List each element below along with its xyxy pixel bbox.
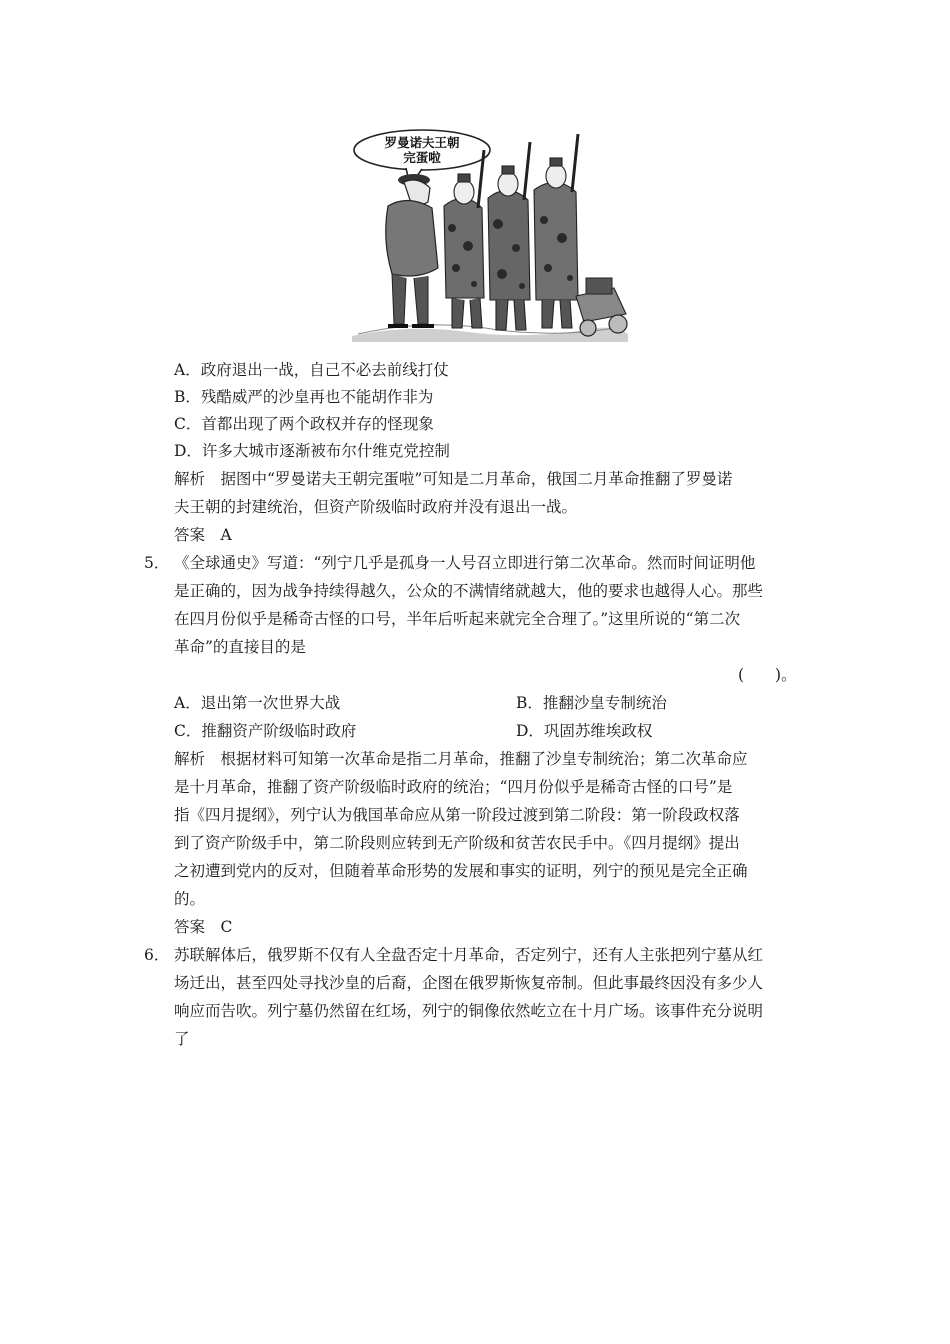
q5-answer: 答案 C — [174, 918, 233, 936]
q4-option-d: D．许多大城市逐渐被布尔什维克党控制 — [174, 442, 450, 460]
q4-option-b: B．残酷威严的沙皇再也不能胡作非为 — [174, 388, 434, 406]
q5-analysis-line1: 解析 根据材料可知第一次革命是指二月革命，推翻了沙皇专制统治；第二次革命应 — [174, 750, 748, 768]
q5-analysis-line2: 是十月革命，推翻了资产阶级临时政府的统治；“四月份似乎是稀奇古怪的口号”是 — [174, 778, 733, 796]
q5-analysis-line3: 指《四月提纲》，列宁认为俄国革命应从第一阶段过渡到第二阶段：第一阶段政权落 — [174, 806, 740, 824]
q5-analysis-line4: 到了资产阶级手中，第二阶段则应转到无产阶级和贫苦农民手中。《四月提纲》提出 — [174, 834, 740, 852]
q6-stem-line1: 苏联解体后，俄罗斯不仅有人全盘否定十月革命，否定列宁，还有人主张把列宁墓从红 — [174, 946, 764, 964]
q5-stem-line3: 在四月份似乎是稀奇古怪的口号，半年后听起来就完全合理了。”这里所说的“第二次 — [174, 610, 741, 628]
q4-analysis-line1: 解析 据图中“罗曼诺夫王朝完蛋啦”可知是二月革命，俄国二月革命推翻了罗曼诺 — [174, 470, 733, 488]
q4-answer: 答案 A — [174, 526, 232, 544]
q5-number: 5． — [144, 554, 170, 572]
q5-analysis-line6: 的。 — [174, 890, 206, 908]
cartoon-illustration — [348, 128, 630, 346]
q5-stem-line1: 《全球通史》写道：“列宁几乎是孤身一人号召立即进行第二次革命。然而时间证明他 — [174, 554, 756, 572]
q5-option-c: C．推翻资产阶级临时政府 — [174, 722, 357, 740]
q6-stem-line2: 场迁出，甚至四处寻找沙皇的后裔，企图在俄罗斯恢复帝制。但此事最终因没有多少人 — [174, 974, 764, 992]
q6-number: 6． — [144, 946, 170, 964]
bubble-text-line1: 罗曼诺夫王朝 — [384, 135, 460, 150]
q5-option-d: D．巩固苏维埃政权 — [516, 722, 653, 740]
q6-stem-line3: 响应而告吹。列宁墓仍然留在红场，列宁的铜像依然屹立在十月广场。该事件充分说明 — [174, 1002, 764, 1020]
q5-option-b: B．推翻沙皇专制统治 — [516, 694, 667, 712]
q4-option-c: C．首都出现了两个政权并存的怪现象 — [174, 415, 434, 433]
q5-stem-line2: 是正确的，因为战争持续得越久，公众的不满情绪就越大，他的要求也越得人心。那些 — [174, 582, 764, 600]
q5-option-a: A．退出第一次世界大战 — [174, 694, 341, 712]
q6-stem-line4: 了 — [174, 1030, 190, 1048]
q5-analysis-line5: 之初遭到党内的反对，但随着革命形势的发展和事实的证明，列宁的预见是完全正确 — [174, 862, 748, 880]
bubble-text-line2: 完蛋啦 — [403, 150, 441, 165]
q4-option-a: A．政府退出一战，自己不必去前线打仗 — [174, 361, 449, 379]
q5-answer-blank: ( )。 — [738, 666, 797, 684]
q5-stem-line4: 革命”的直接目的是 — [174, 638, 306, 656]
q4-analysis-line2: 夫王朝的封建统治，但资产阶级临时政府并没有退出一战。 — [174, 498, 578, 516]
